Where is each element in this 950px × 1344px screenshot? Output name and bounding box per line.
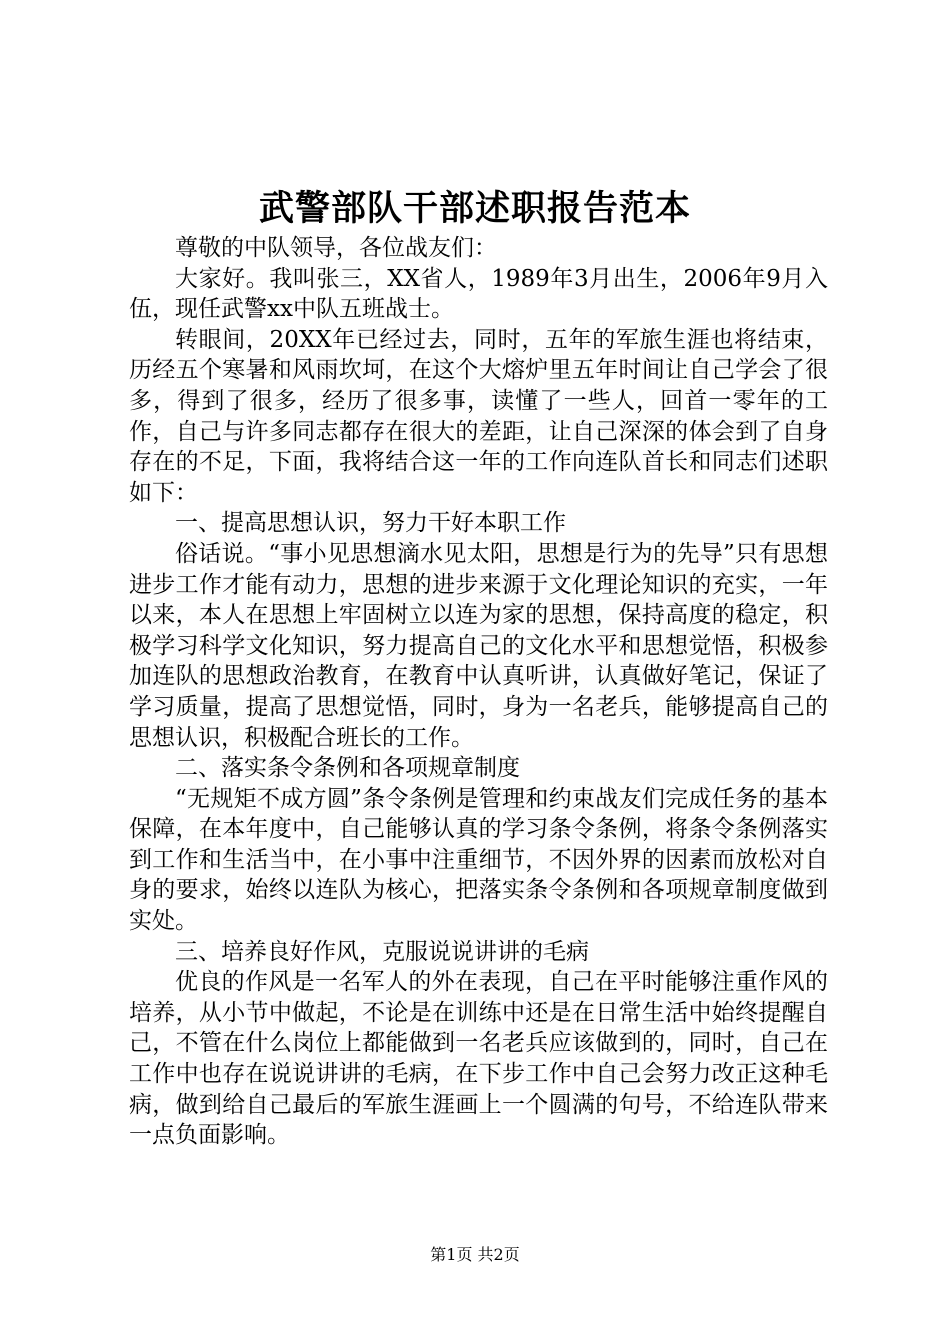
page-footer: 第1页 共2页 bbox=[430, 1245, 520, 1264]
paragraph-summary: 转眼间，20XX年已经过去，同时，五年的军旅生涯也将结束，历经五个寒暑和风雨坎坷，在这个大熔炉里五年时间让自己学会了很多，得到了很多，经历了很多事，读懂了一些人，回首一零年的工作，自己与许多同志都存在很大的差距，让自己深深的体会到了自身存在的不足，下面，我将结合这一年的工作向连队首长和同志们述职如下： bbox=[129, 326, 828, 506]
paragraph-intro: 大家好。我叫张三，XX省人，1989年3月出生，2006年9月入伍，现任武警xx中队五班战士。 bbox=[129, 265, 828, 323]
document-body bbox=[129, 233, 828, 1151]
paragraph-section-2: “无规矩不成方圆”条令条例是管理和约束战友们完成任务的基本保障，在本年度中，自己能够认真的学习条令条例，将条令条例落实到工作和生活当中，在小事中注重细节，不因外界的因素而放松对自身的要求，始终以连队为核心，把落实条令条例和各项规章制度做到实处。 bbox=[129, 785, 828, 935]
section-heading-1: 一、提高思想认识，努力干好本职工作 bbox=[175, 510, 566, 537]
section-heading-3: 三、培养良好作风，克服说说讲讲的毛病 bbox=[175, 938, 589, 965]
paragraph-section-3: 优良的作风是一名军人的外在表现，自己在平时能够注重作风的培养，从小节中做起，不论是在训练中还是在日常生活中始终提醒自己，不管在什么岗位上都能做到一名老兵应该做到的，同时，自己在工作中也存在说说讲讲的毛病，在下步工作中自己会努力改正这种毛病，做到给自己最后的军旅生涯画上一个圆满的句号，不给连队带来一点负面影响。 bbox=[129, 969, 828, 1149]
paragraph-salutation: 尊敬的中队领导，各位战友们： bbox=[175, 235, 497, 261]
section-heading-2: 二、落实条令条例和各项规章制度 bbox=[175, 755, 520, 782]
document-title: 武警部队干部述职报告范本 bbox=[258, 188, 691, 229]
paragraph-section-1: 俗话说。“事小见思想滴水见太阳，思想是行为的先导”只有思想进步工作才能有动力，思想的进步来源于文化理论知识的充实，一年以来，本人在思想上牢固树立以连为家的思想，保持高度的稳定，积极学习科学文化知识，努力提高自己的文化水平和思想觉悟，积极参加连队的思想政治教育，在教育中认真听讲，认真做好笔记，保证了学习质量，提高了思想觉悟，同时，身为一名老兵，能够提高自己的思想认识，积极配合班长的工作。 bbox=[129, 540, 828, 751]
